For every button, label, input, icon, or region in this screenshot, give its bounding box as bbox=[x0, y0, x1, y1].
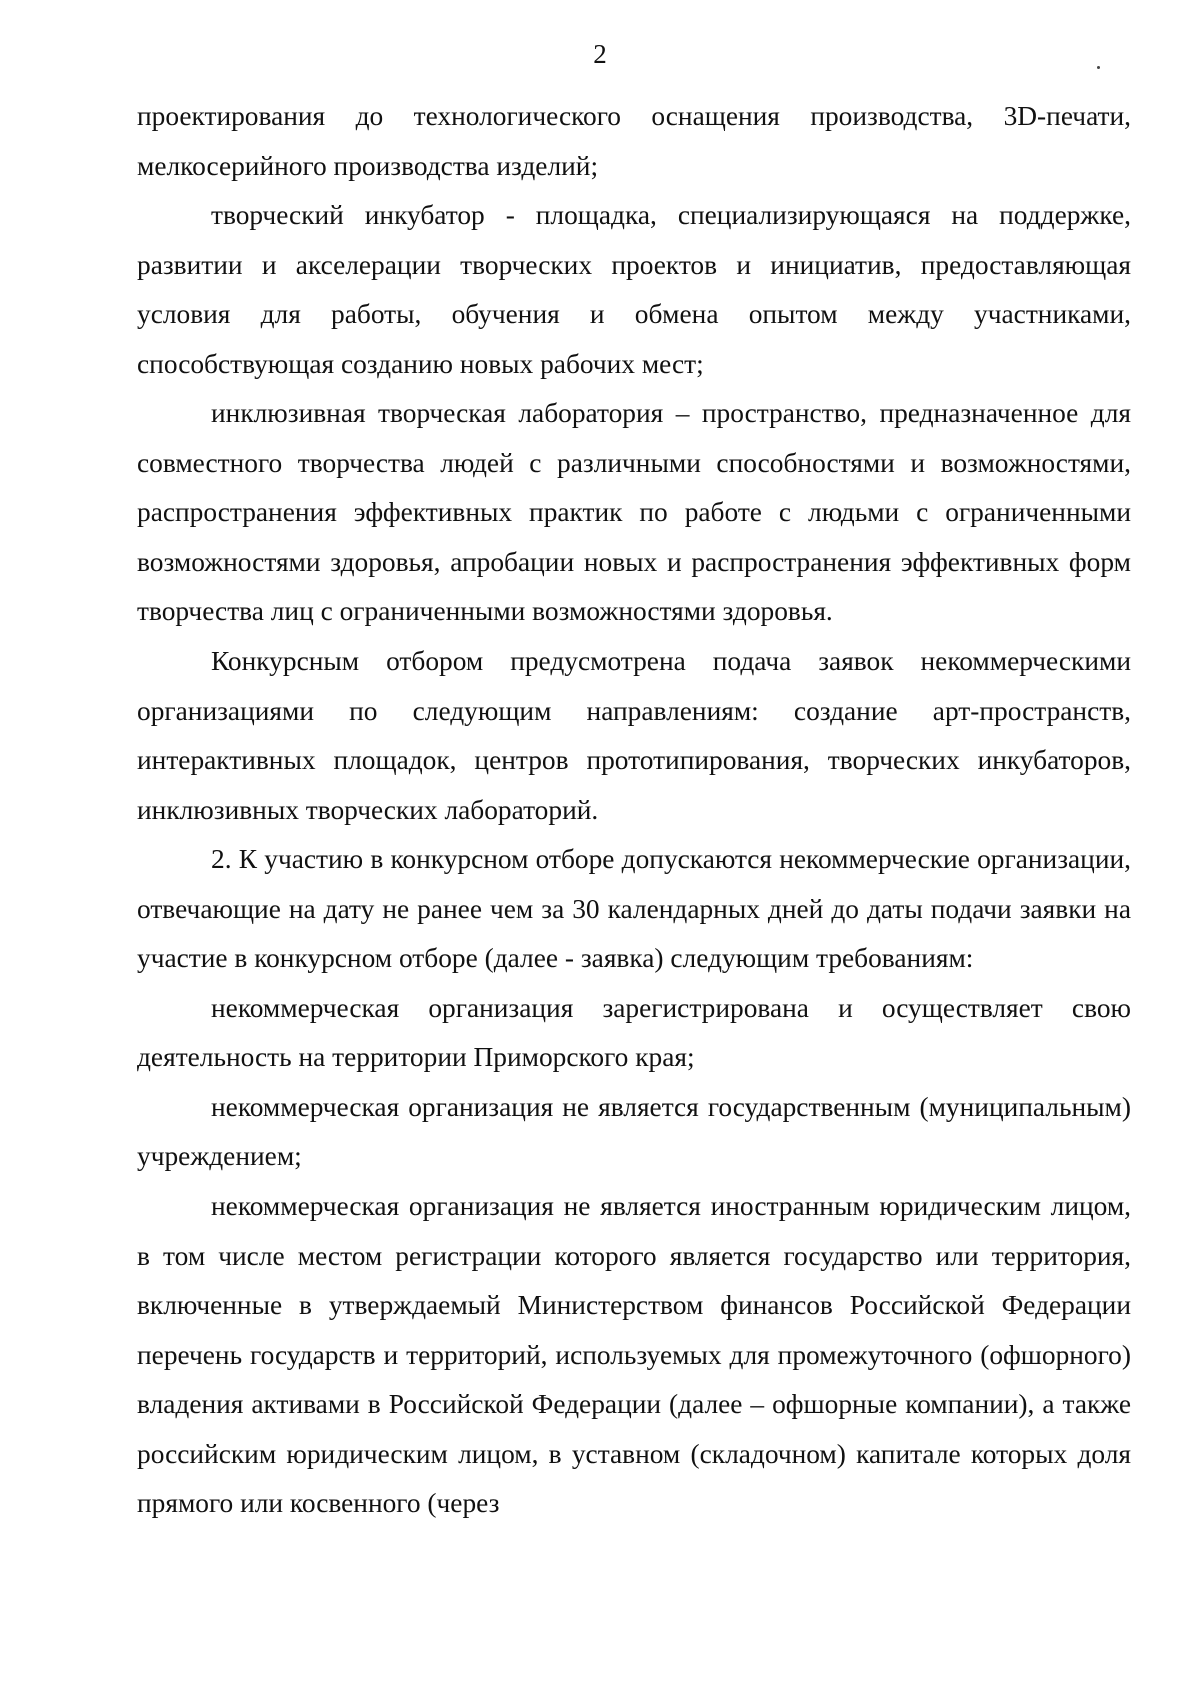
page-number: 2 bbox=[593, 39, 607, 69]
paragraph-requirement-registered: некоммерческая организация зарегистрирована и осуществляет свою деятельность на территории Приморского края; bbox=[137, 992, 1131, 1073]
scan-speck bbox=[1097, 66, 1100, 69]
document-body bbox=[137, 92, 1131, 1529]
paragraph-continuation: проектирования до технологического оснащения производства, 3D-печати, мелкосерийного производства изделий; bbox=[137, 101, 1131, 181]
paragraph-requirement-not-foreign: некоммерческая организация не является иностранным юридическим лицом, в том числе местом регистрации которого является государство или территория, включенные в утверждаемый Министерством финансов Российской Федерации перечень государств и территорий, используемых для промежуточного (офшорного) владения активами в Российской Федерации (далее – офшорные компании), а также российским юридическим лицом, в уставном (складочном) капитале которых доля прямого или косвенного (через bbox=[137, 1191, 1131, 1519]
paragraph-requirement-not-state: некоммерческая организация не является государственным (муниципальным) учреждением; bbox=[137, 1091, 1131, 1172]
paragraph-creative-incubator: творческий инкубатор - площадка, специализирующаяся на поддержке, развитии и акселерации творческих проектов и инициатив, предоставляющая условия для работы, обучения и обмена опытом между участниками, способствующая созданию новых рабочих мест; bbox=[137, 200, 1131, 379]
paragraph-inclusive-lab: инклюзивная творческая лаборатория – пространство, предназначенное для совместного творчества людей с различными способностями и возможностями, распространения эффективных практик по работе с людьми с ограниченными возможностями здоровья, апробации новых и распространения эффективных форм творчества лиц с ограниченными возможностями здоровья. bbox=[137, 398, 1131, 627]
paragraph-selection-directions: Конкурсным отбором предусмотрена подача заявок некоммерческими организациями по следующим направлениям: создание арт-пространств, интерактивных площадок, центров прототипирования, творческих инкубаторов, инклюзивных творческих лабораторий. bbox=[137, 646, 1131, 825]
paragraph-section-2: 2. К участию в конкурсном отборе допускаются некоммерческие организации, отвечающие на дату не ранее чем за 30 календарных дней до даты подачи заявки на участие в конкурсном отборе (далее - заявка) следующим требованиям: bbox=[137, 844, 1131, 974]
